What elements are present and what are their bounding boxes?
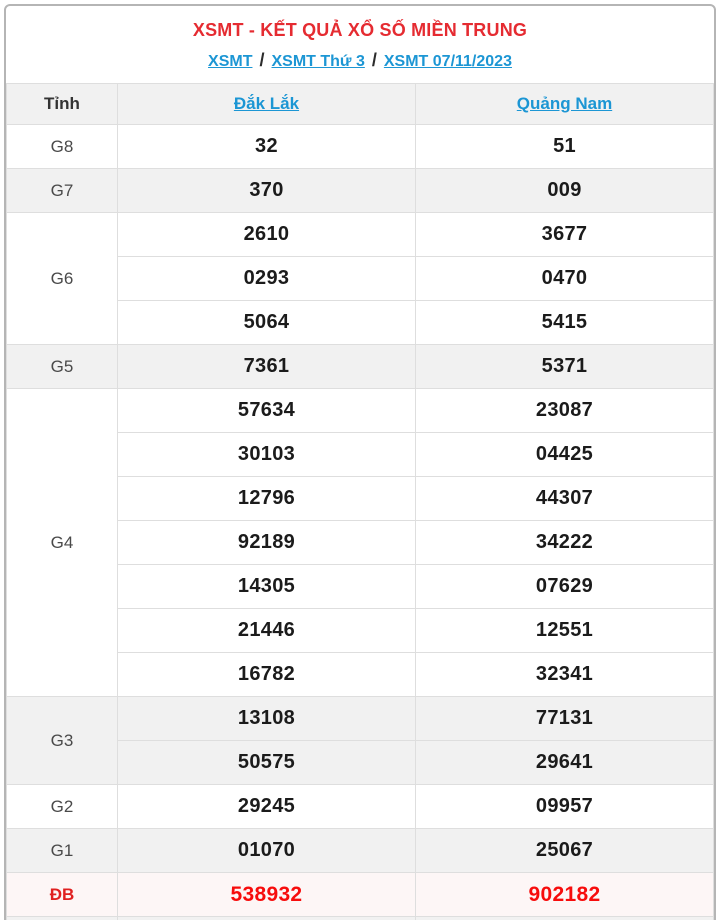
prize-value: 902182 — [415, 873, 713, 917]
prize-row — [7, 389, 714, 433]
prize-value: 57634 — [117, 389, 415, 433]
prize-value: 23087 — [415, 389, 713, 433]
prize-value: 77131 — [415, 697, 713, 741]
prize-value: 13108 — [117, 697, 415, 741]
breadcrumb-separator: / — [371, 50, 377, 70]
prize-label: G8 — [7, 125, 118, 169]
prize-value: 5415 — [415, 301, 713, 345]
prize-value: 32 — [117, 125, 415, 169]
prize-value: 44307 — [415, 477, 713, 521]
prize-row — [7, 345, 714, 389]
prize-value: 92189 — [117, 521, 415, 565]
breadcrumb-link-xsmt-date[interactable]: XSMT 07/11/2023 — [383, 53, 512, 70]
prize-row — [7, 213, 714, 257]
column-header-quang-nam-link[interactable]: Quảng Nam — [516, 94, 613, 113]
prize-value: 21446 — [117, 609, 415, 653]
prize-value: 32341 — [415, 653, 713, 697]
breadcrumb — [6, 50, 714, 71]
breadcrumb-link-xsmt-thu-3[interactable]: XSMT Thứ 3 — [271, 53, 365, 70]
prize-label: G1 — [7, 829, 118, 873]
prize-label: G6 — [7, 213, 118, 345]
results-card — [4, 4, 716, 920]
column-header-dak-lak-link[interactable]: Đắk Lắk — [233, 94, 300, 113]
prize-label: ĐB — [7, 873, 118, 917]
prize-value: 51 — [415, 125, 713, 169]
prize-value: 12551 — [415, 609, 713, 653]
prize-row — [7, 125, 714, 169]
column-header-quang-nam — [415, 84, 713, 125]
prize-value: 29641 — [415, 741, 713, 785]
prize-row — [7, 873, 714, 917]
prize-label: G2 — [7, 785, 118, 829]
prize-value: 370 — [117, 169, 415, 213]
prize-value: 5064 — [117, 301, 415, 345]
prize-value: 07629 — [415, 565, 713, 609]
column-header-province: Tỉnh — [7, 84, 118, 125]
prize-value: 7361 — [117, 345, 415, 389]
prize-label: G3 — [7, 697, 118, 785]
breadcrumb-link-xsmt[interactable]: XSMT — [208, 53, 253, 70]
prize-label: G4 — [7, 389, 118, 697]
prize-value: 16782 — [117, 653, 415, 697]
breadcrumb-separator: / — [259, 50, 265, 70]
prize-label: G5 — [7, 345, 118, 389]
prize-value: 0470 — [415, 257, 713, 301]
prize-value: 009 — [415, 169, 713, 213]
prize-value: 04425 — [415, 433, 713, 477]
prize-value: 50575 — [117, 741, 415, 785]
prize-row — [7, 169, 714, 213]
cutoff-cell — [117, 917, 415, 920]
prize-value: 34222 — [415, 521, 713, 565]
results-table-body — [7, 125, 714, 920]
prize-value: 30103 — [117, 433, 415, 477]
card-header — [6, 6, 714, 83]
prize-value: 09957 — [415, 785, 713, 829]
table-header-row — [7, 84, 714, 125]
prize-value: 2610 — [117, 213, 415, 257]
prize-row — [7, 785, 714, 829]
cutoff-row — [7, 917, 714, 920]
cutoff-cell — [415, 917, 713, 920]
results-table — [6, 83, 714, 920]
prize-value: 12796 — [117, 477, 415, 521]
prize-value: 5371 — [415, 345, 713, 389]
prize-row — [7, 697, 714, 741]
page-title: XSMT - KẾT QUẢ XỔ SỐ MIỀN TRUNG — [192, 20, 528, 40]
prize-value: 538932 — [117, 873, 415, 917]
prize-value: 3677 — [415, 213, 713, 257]
prize-value: 0293 — [117, 257, 415, 301]
prize-label: G7 — [7, 169, 118, 213]
column-header-dak-lak — [117, 84, 415, 125]
prize-value: 14305 — [117, 565, 415, 609]
prize-value: 29245 — [117, 785, 415, 829]
prize-row — [7, 829, 714, 873]
prize-value: 25067 — [415, 829, 713, 873]
prize-value: 01070 — [117, 829, 415, 873]
cutoff-cell — [7, 917, 118, 920]
